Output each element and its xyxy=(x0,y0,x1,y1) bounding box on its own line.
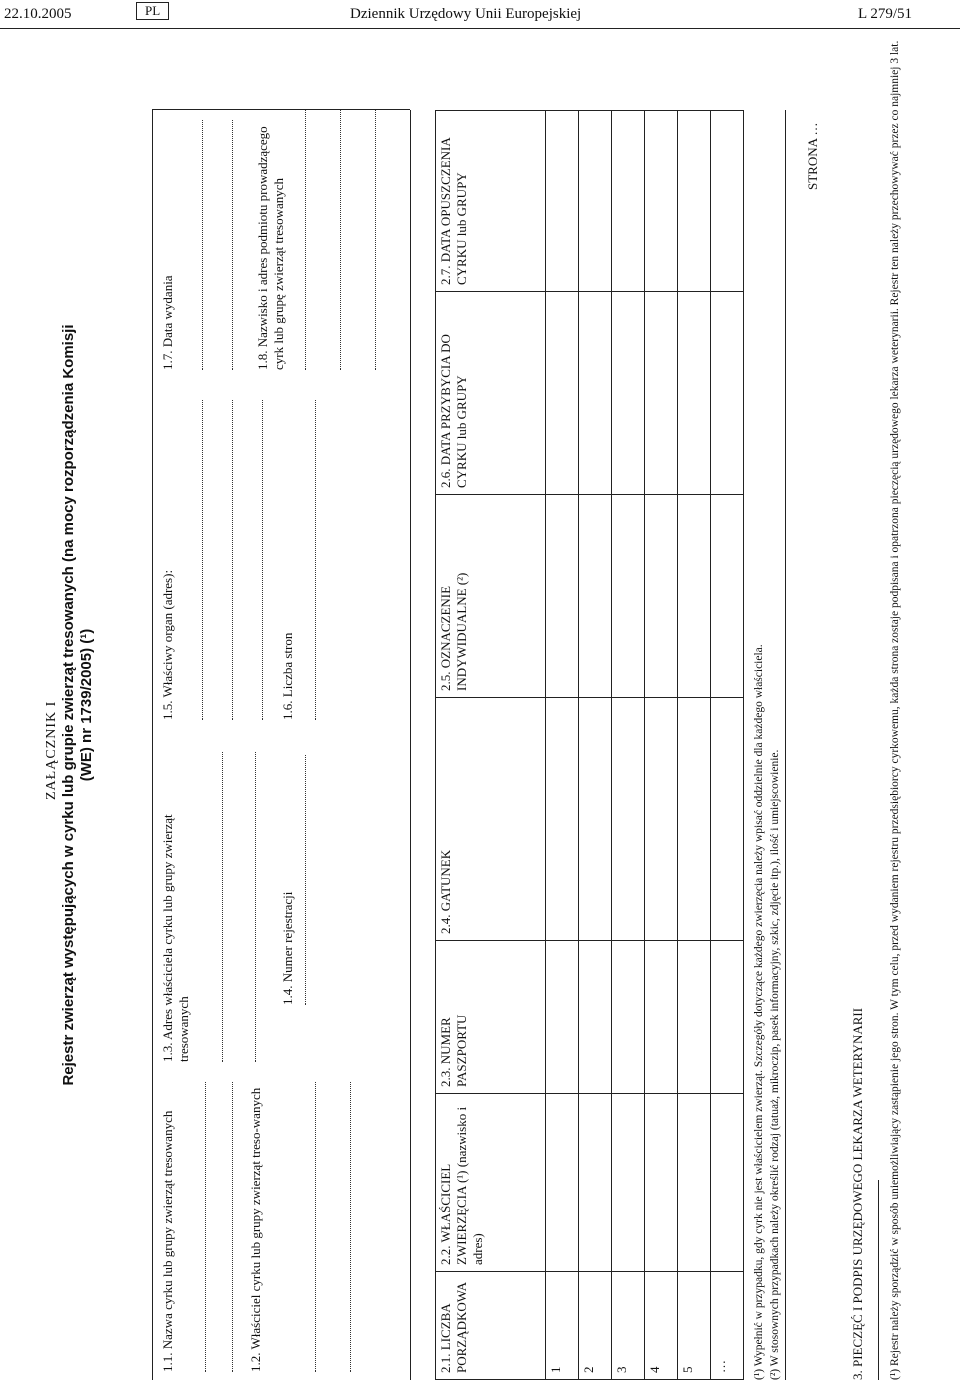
section1-top-rule xyxy=(152,110,153,1380)
field-1-2-line[interactable] xyxy=(315,1082,316,1372)
section1-bottom-rule xyxy=(410,110,411,1380)
footnotes-rule xyxy=(785,110,786,1380)
cell[interactable] xyxy=(546,111,579,292)
cell[interactable] xyxy=(678,111,711,292)
cell[interactable] xyxy=(711,495,744,698)
bottom-footnote: (¹) Rejestr należy sporządzić w sposób uniemożliwiający zastąpienie jego stron. W tym celu, przed wydaniem rejestru przedsiębiorcy cyrkowemu, każda strona zostaje podpisana i opatrzona pieczęcią urzędowego lekarza weterynarii. Rejestr ten należy przechowywać przez co najmniej 3 lat. xyxy=(889,40,901,1380)
field-1-6-line[interactable] xyxy=(315,400,316,720)
field-1-7-label: 1.7. Data wydania xyxy=(160,275,175,370)
cell[interactable] xyxy=(711,698,744,941)
rotated-form xyxy=(40,30,940,1380)
note-rule xyxy=(878,1180,879,1380)
row-number: 4 xyxy=(645,1272,678,1380)
cell[interactable] xyxy=(612,941,645,1094)
field-1-1-line[interactable] xyxy=(205,1082,206,1372)
col-header-2-7: 2.7. DATA OPUSZCZENIA CYRKU lub GRUPY xyxy=(436,111,546,292)
cell[interactable] xyxy=(645,698,678,941)
language-badge: PL xyxy=(136,2,169,20)
issue-date: 22.10.2005 xyxy=(4,6,72,22)
col-header-2-4: 2.4. GATUNEK xyxy=(436,698,546,941)
form-title-line2: (WE) nr 1739/2005) (¹) xyxy=(78,628,95,782)
field-1-1-label: 1.1. Nazwa cyrku lub grupy zwierząt tresowanych xyxy=(160,1110,175,1372)
table-row xyxy=(711,111,744,1380)
table-row xyxy=(645,111,678,1380)
form-title: Rejestr zwierząt występujących w cyrku lub grupie zwierząt tresowanych (na mocy rozporządzenia Komisji xyxy=(60,324,77,1086)
field-1-7-line[interactable] xyxy=(202,120,203,370)
cell[interactable] xyxy=(678,495,711,698)
field-1-3-line-2[interactable] xyxy=(255,752,256,1062)
field-1-1-line-2[interactable] xyxy=(232,1082,233,1372)
section-3-stamp-signature: 3. PIECZĘĆ I PODPIS URZĘDOWEGO LEKARZA WETERYNARII xyxy=(850,1007,865,1380)
table-row xyxy=(678,111,711,1380)
cell[interactable] xyxy=(711,1094,744,1272)
cell[interactable] xyxy=(579,1094,612,1272)
table-row xyxy=(546,111,579,1380)
cell[interactable] xyxy=(612,495,645,698)
cell[interactable] xyxy=(579,495,612,698)
cell[interactable] xyxy=(612,698,645,941)
cell[interactable] xyxy=(645,1094,678,1272)
page-counter: STRONA … xyxy=(805,122,820,190)
header-rule xyxy=(0,28,960,29)
footnote-1: (¹) Wypełnić w przypadku, gdy cyrk nie jest właścicielem zwierząt. Szczegóły dotyczące każdego zwierzęcia należy wpisać oddzielnie dla każdego właściciela. xyxy=(753,644,765,1380)
cell[interactable] xyxy=(678,292,711,495)
col-header-2-1: 2.1. LICZBA PORZĄDKOWA xyxy=(436,1272,546,1380)
cell[interactable] xyxy=(711,941,744,1094)
field-1-5-line-2[interactable] xyxy=(232,400,233,720)
field-1-3-label: 1.3. Adres właściciela cyrku lub grupy zwierząt tresowanych xyxy=(160,814,191,1062)
cell[interactable] xyxy=(546,1094,579,1272)
row-number: … xyxy=(711,1272,744,1380)
cell[interactable] xyxy=(612,111,645,292)
footnote-2: (²) W stosownych przypadkach należy określić rodzaj (tatuaż, mikroczip, pasek informacyjny, szkic, zdjęcie itp.), ilość i umiejscowienie. xyxy=(769,749,781,1380)
field-1-2-line-2[interactable] xyxy=(350,1082,351,1372)
cell[interactable] xyxy=(645,292,678,495)
field-1-5-label: 1.5. Właściwy organ (adres): xyxy=(160,569,175,720)
row-number: 5 xyxy=(678,1272,711,1380)
cell[interactable] xyxy=(579,111,612,292)
cell[interactable] xyxy=(678,698,711,941)
cell[interactable] xyxy=(612,1094,645,1272)
cell[interactable] xyxy=(645,111,678,292)
cell[interactable] xyxy=(546,941,579,1094)
register-table xyxy=(435,110,744,1380)
col-header-2-5: 2.5. OZNACZENIE INDYWIDUALNE (²) xyxy=(436,495,546,698)
cell[interactable] xyxy=(645,495,678,698)
table-row xyxy=(612,111,645,1380)
page-reference: L 279/51 xyxy=(858,6,913,22)
field-1-3-line[interactable] xyxy=(222,752,223,1062)
cell[interactable] xyxy=(579,292,612,495)
col-header-2-3: 2.3. NUMER PASZPORTU xyxy=(436,941,546,1094)
cell[interactable] xyxy=(711,111,744,292)
row-number: 2 xyxy=(579,1272,612,1380)
field-1-5-line-3[interactable] xyxy=(262,400,263,720)
field-1-2-label: 1.2. Właściciel cyrku lub grupy zwierząt treso-wanych xyxy=(248,1087,263,1372)
field-1-8-line-3[interactable] xyxy=(375,110,376,370)
field-1-7-line-2[interactable] xyxy=(232,120,233,370)
table-header-row xyxy=(436,111,546,1380)
field-1-6-label: 1.6. Liczba stron xyxy=(280,632,295,720)
field-1-4-label: 1.4. Numer rejestracji xyxy=(280,891,295,1005)
cell[interactable] xyxy=(678,941,711,1094)
cell[interactable] xyxy=(579,698,612,941)
annex-label: ZAŁĄCZNIK I xyxy=(44,700,59,800)
cell[interactable] xyxy=(579,941,612,1094)
cell[interactable] xyxy=(546,698,579,941)
cell[interactable] xyxy=(612,292,645,495)
field-1-8-line[interactable] xyxy=(305,110,306,370)
row-number: 3 xyxy=(612,1272,645,1380)
table-row xyxy=(579,111,612,1380)
cell[interactable] xyxy=(678,1094,711,1272)
field-1-5-line[interactable] xyxy=(202,400,203,720)
cell[interactable] xyxy=(711,292,744,495)
field-1-8-line-2[interactable] xyxy=(340,110,341,370)
journal-name: Dziennik Urzędowy Unii Europejskiej xyxy=(350,6,582,22)
col-header-2-2: 2.2. WŁAŚCICIEL ZWIERZĘCIA (¹) (nazwisko i adres) xyxy=(436,1094,546,1272)
cell[interactable] xyxy=(546,292,579,495)
cell[interactable] xyxy=(645,941,678,1094)
journal-header xyxy=(0,0,960,30)
cell[interactable] xyxy=(546,495,579,698)
col-header-2-6: 2.6. DATA PRZYBYCIA DO CYRKU lub GRUPY xyxy=(436,292,546,495)
field-1-8-label: 1.8. Nazwisko i adres podmiotu prowadzącego cyrk lub grupę zwierząt tresowanych xyxy=(255,126,286,370)
row-number: 1 xyxy=(546,1272,579,1380)
field-1-4-line[interactable] xyxy=(305,755,306,1005)
